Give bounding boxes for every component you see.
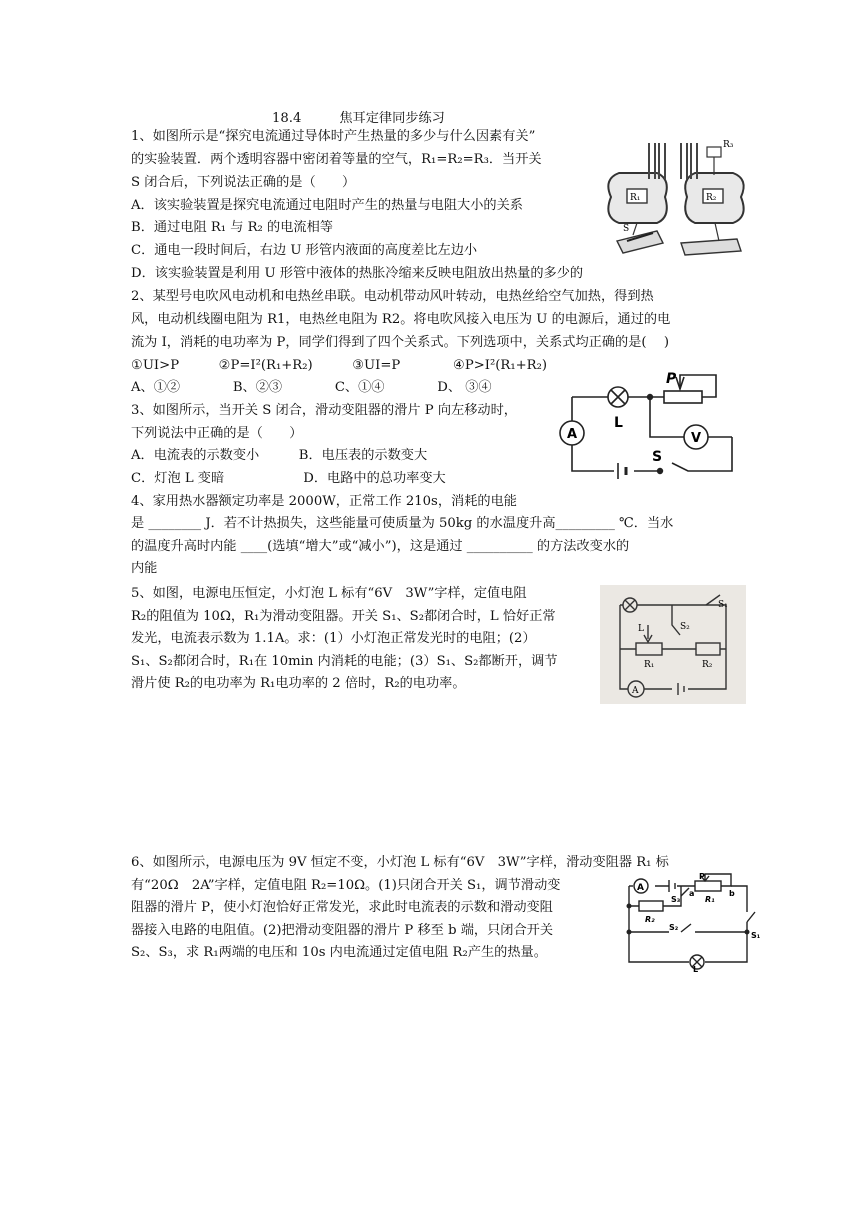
q6-line-4: 器接入电路的电阻值。(2)把滑动变阻器的滑片 P 移至 b 端，只闭合开关 <box>131 923 554 938</box>
q6-fig-ammeter-label: A <box>637 883 644 893</box>
q5-fig-r1-label: R₁ <box>644 660 655 670</box>
q4-line-3: 的温度升高时内能 ____(选填“增大”或“减小”)，这是通过 __________ 的方法改变水的 <box>131 539 630 554</box>
q6-fig-slider-label: P <box>699 872 705 881</box>
q6-line-2: 有“20Ω 2A”字样，定值电阻 R₂=10Ω。(1)只闭合开关 S₁，调节滑动变 <box>131 878 561 893</box>
q6-fig-a-label: a <box>689 889 695 898</box>
q4-line-4: 内能 <box>131 561 158 576</box>
q5-line-5: 滑片使 R₂的电功率为 R₁电功率的 2 倍时，R₂的电功率。 <box>131 676 466 691</box>
q6-line-1: 6、如图所示，电源电压为 9V 恒定不变，小灯泡 L 标有“6V 3W”字样，滑动变阻器 R₁ 标 <box>131 855 669 870</box>
q6-fig-lamp-label: L <box>693 965 699 972</box>
q6-line-3: 阻器的滑片 P，使小灯泡恰好正常发光，求此时电流表的示数和滑动变阻 <box>131 900 553 915</box>
q3-stem-line-1: 3、如图所示，当开关 S 闭合，滑动变阻器的滑片 P 向左移动时， <box>131 403 517 418</box>
q3-fig-ammeter-label: A <box>567 427 578 442</box>
q1-option-d: D．该实验装置是利用 U 形管中液体的热胀冷缩来反映电阻放出热量的多少的 <box>131 266 584 281</box>
q1-option-a: A．该实验装置是探究电流通过电阻时产生的热量与电阻大小的关系 <box>131 198 523 213</box>
q5-fig-r2-label: R₂ <box>702 660 713 670</box>
q6-figure-circuit <box>625 872 765 972</box>
q6-fig-s2-label: S₂ <box>669 923 679 932</box>
q5-figure-circuit <box>600 585 746 704</box>
q2-stem-line-2: 风，电动机线圈电阻为 R1，电热丝电阻为 R2。将电吹风接入电压为 U 的电源后，通过的电 <box>131 312 671 327</box>
q5-line-2: R₂的阻值为 10Ω，R₁为滑动变阻器。开关 S₁、S₂都闭合时，L 恰好正常 <box>131 609 556 624</box>
title-number: 18.4 <box>272 111 302 126</box>
q5-fig-s1-label: S₁ <box>718 600 728 610</box>
q2-options: A、①② B、②③ C、①④ D、 ③④ <box>131 380 492 395</box>
q6-fig-r1-label: R₁ <box>705 895 715 904</box>
q6-fig-s3-label: S₃ <box>671 895 681 904</box>
q4-line-1: 4、家用热水器额定功率是 2000W，正常工作 210s，消耗的电能 <box>131 494 517 509</box>
q3-options-cd: C．灯泡 L 变暗 D．电路中的总功率变大 <box>131 471 446 486</box>
q6-fig-r2-label: R₂ <box>645 915 655 924</box>
q5-line-3: 发光，电流表示数为 1.1A。求：(1）小灯泡正常发光时的电阻；(2） <box>131 631 536 646</box>
q2-stem-line-3: 流为 I，消耗的电功率为 P，同学们得到了四个关系式。下列选项中，关系式均正确的是( ) <box>131 335 670 350</box>
q1-stem-line-1: 1、如图所示是“探究电流通过导体时产生热量的多少与什么因素有关” <box>131 129 536 144</box>
q5-fig-s2-label: S₂ <box>680 622 690 632</box>
q3-stem-line-2: 下列说法中正确的是（ ） <box>131 426 303 441</box>
q5-line-4: S₁、S₂都闭合时，R₁在 10min 内消耗的电能；(3）S₁、S₂都断开，调节 <box>131 654 558 669</box>
q1-fig-r3-label: R₃ <box>723 140 734 150</box>
q5-fig-lamp-label: L <box>638 624 644 634</box>
q5-fig-ammeter-label: A <box>632 686 639 696</box>
q6-fig-s1-label: S₁ <box>751 931 761 940</box>
q3-fig-slider-label: P <box>666 371 677 387</box>
q3-fig-voltmeter-label: V <box>691 431 702 446</box>
q2-stem-line-1: 2、某型号电吹风电动机和电热丝串联。电动机带动风叶转动，电热丝给空气加热，得到热 <box>131 289 654 304</box>
q1-fig-r2-label: R₂ <box>706 193 717 203</box>
q6-fig-b-label: b <box>729 889 735 898</box>
title-text: 焦耳定律同步练习 <box>339 111 445 126</box>
q1-option-c: C．通电一段时间后，右边 U 形管内液面的高度差比左边小 <box>131 243 478 258</box>
q1-stem-line-3: S 闭合后，下列说法正确的是（ ） <box>131 175 356 190</box>
q4-line-2: 是 ________ J．若不计热损失，这些能量可使质量为 50kg 的水温度升高_________ ℃．当水 <box>131 516 674 531</box>
q1-stem-line-2: 的实验装置．两个透明容器中密闭着等量的空气，R₁=R₂=R₃．当开关 <box>131 152 542 167</box>
q3-fig-switch-label: S <box>652 449 663 465</box>
q6-line-5: S₂、S₃，求 R₁两端的电压和 10s 内电流通过定值电阻 R₂产生的热量。 <box>131 945 547 960</box>
q3-figure-circuit <box>556 367 740 485</box>
q1-option-b: B．通过电阻 R₁ 与 R₂ 的电流相等 <box>131 220 333 235</box>
q3-fig-lamp-label: L <box>614 415 623 431</box>
q2-formulas: ①UI>P ②P=I²(R₁+R₂) ③UI=P ④P>I²(R₁+R₂) <box>131 358 548 373</box>
q1-fig-s-label: S <box>623 224 630 234</box>
q5-line-1: 5、如图，电源电压恒定，小灯泡 L 标有“6V 3W”字样，定值电阻 <box>131 586 527 601</box>
q1-figure-apparatus <box>597 135 753 261</box>
page-title <box>272 107 445 126</box>
q1-fig-r1-label: R₁ <box>630 193 641 203</box>
q3-options-ab: A．电流表的示数变小 B．电压表的示数变大 <box>131 448 428 463</box>
